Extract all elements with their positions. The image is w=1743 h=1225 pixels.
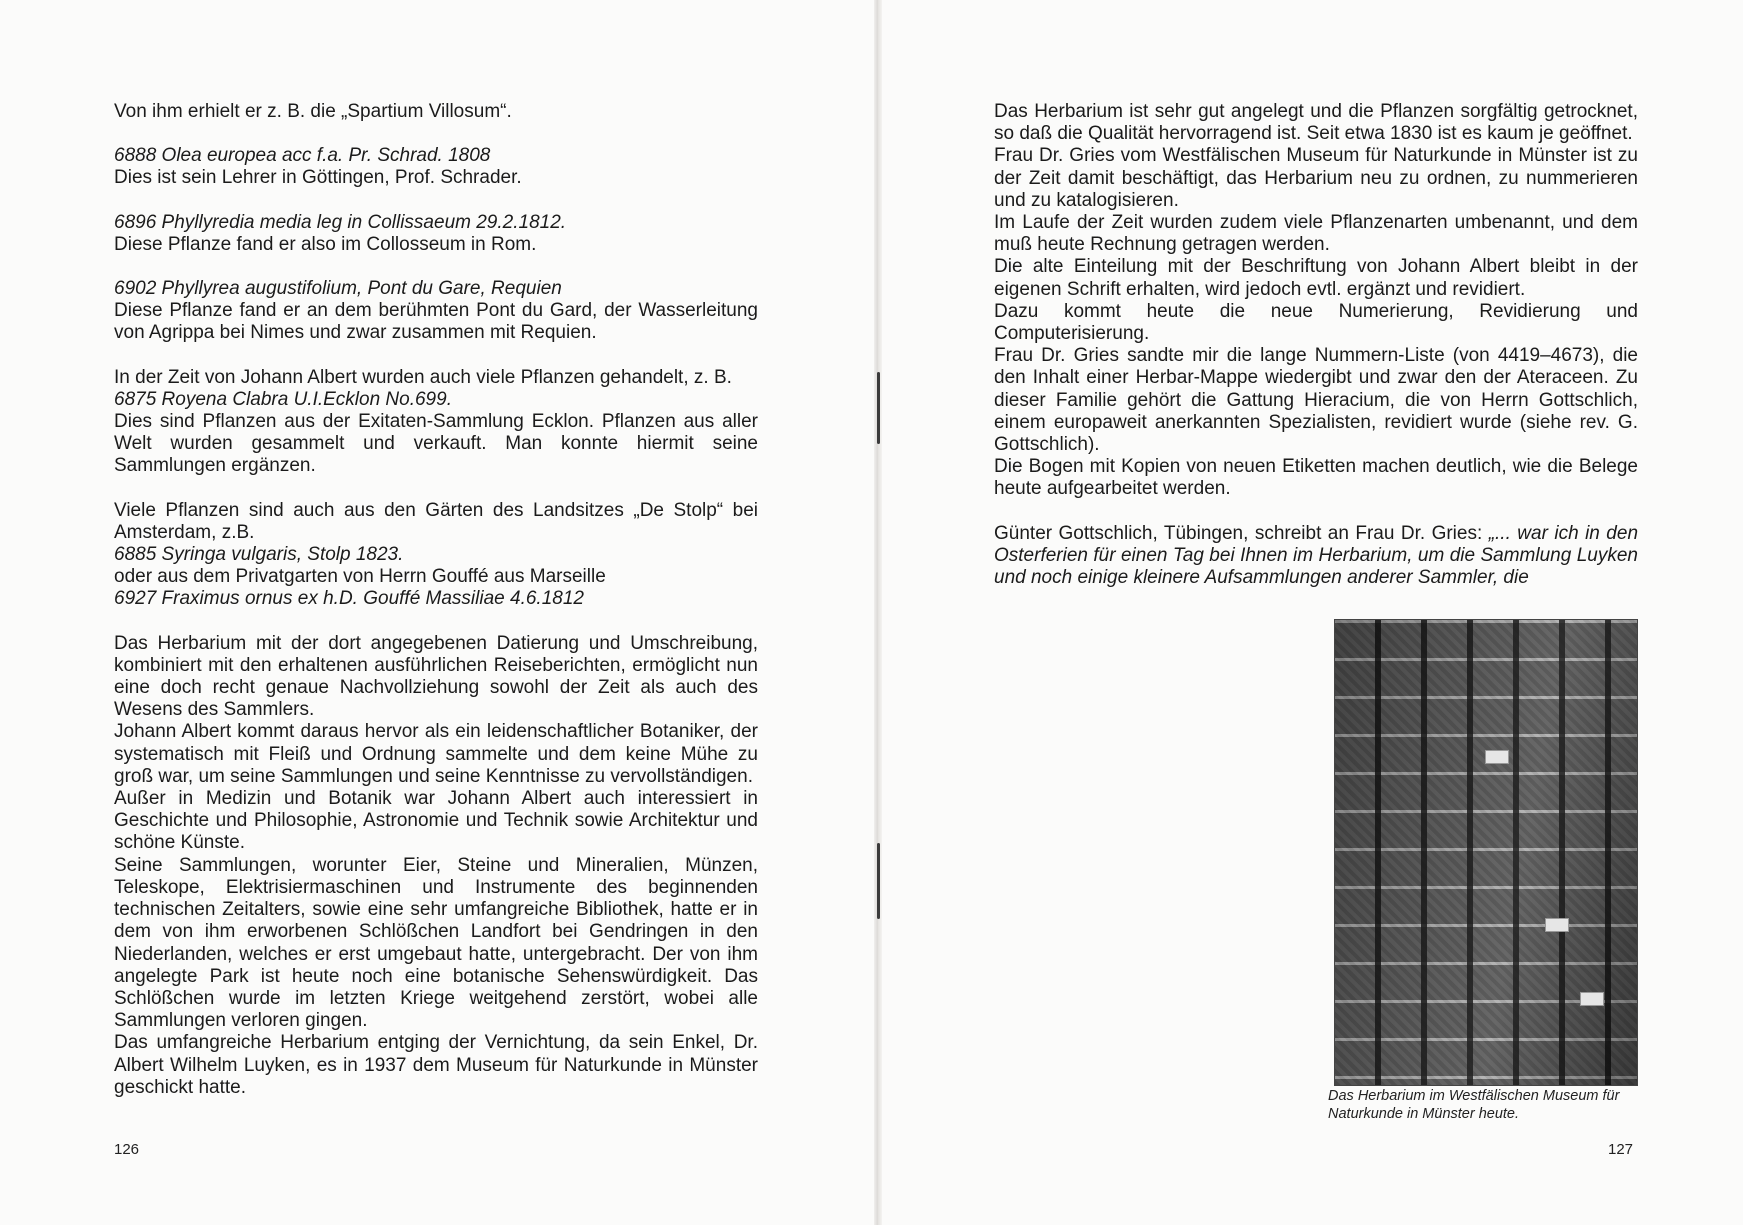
paragraph: Frau Dr. Gries vom Westfälischen Museum für Naturkunde in Münster ist zu der Zeit damit beschäftigt, das Herbarium neu zu ordnen, zu nummerieren und zu katalogisieren. [994, 145, 1638, 211]
paragraph: Diese Pflanze fand er an dem berühmten Pont du Gard, der Wasserleitung von Agrippa bei Nimes und zwar zusammen mit Requien. [114, 300, 758, 344]
herbarium-entry: 6896 Phyllyredia media leg in Collissaeum 29.2.1812. [114, 211, 567, 233]
quote-paragraph [994, 523, 1638, 590]
paragraph: Diese Pflanze fand er also im Collosseum in Rom. [114, 233, 537, 255]
herbarium-entry: 6888 Olea europea acc f.a. Pr. Schrad. 1808 [114, 145, 491, 167]
paragraph: Johann Albert kommt daraus hervor als ein leidenschaftlicher Botaniker, der systematisch mit Fleiß und Ordnung sammelte und dem keine Mühe zu groß war, um seine Sammlungen und seine Kenntnisse zu vervollständigen. [114, 721, 758, 787]
paragraph: Frau Dr. Gries sandte mir die lange Nummern-Liste (von 4419–4673), die den Inhalt einer Herbar-Mappe wiedergibt und zwar den der Ateraceen. Zu dieser Familie gehört die Gattung Hieracium, die von Herrn Gottschlich, einem europaweit anerkannten Spezialisten, revidiert wurde (siehe rev. G. Gottschlich). [994, 345, 1638, 456]
paragraph: In der Zeit von Johann Albert wurden auch viele Pflanzen gehandelt, z. B. [114, 366, 732, 388]
shelf-label [1545, 918, 1569, 932]
quote-intro: Günter Gottschlich, Tübingen, schreibt an Frau Dr. Gries: [994, 522, 1489, 544]
paragraph: Das umfangreiche Herbarium entging der Vernichtung, da sein Enkel, Dr. Albert Wilhelm Luyken, es in 1937 dem Museum für Naturkunde in Münster geschickt hatte. [114, 1032, 758, 1098]
paragraph: Das Herbarium mit der dort angegebenen Datierung und Umschreibung, kombiniert mit den erhaltenen ausführlichen Reiseberichten, ermöglicht nun eine doch recht genaue Nachvollziehung sowohl der Zeit als auch des Wesens des Sammlers. [114, 632, 758, 721]
paragraph: Von ihm erhielt er z. B. die „Spartium Villosum“. [114, 101, 512, 122]
paragraph: Die Bogen mit Kopien von neuen Etiketten machen deutlich, wie die Belege heute aufgearbeitet werden. [994, 456, 1638, 500]
herbarium-shelves-photo [1334, 619, 1638, 1086]
right-page-text [994, 101, 1638, 589]
book-gutter [874, 0, 882, 1225]
herbarium-entry: 6885 Syringa vulgaris, Stolp 1823. [114, 544, 404, 566]
herbarium-entry: 6902 Phyllyrea augustifolium, Pont du Gare, Requien [114, 278, 562, 300]
paragraph: Im Laufe der Zeit wurden zudem viele Pflanzenarten umbenannt, und dem muß heute Rechnung getragen werden. [994, 212, 1638, 256]
staple [877, 372, 880, 444]
paragraph: Dazu kommt heute die neue Numerierung, Revidierung und Computerisierung. [994, 300, 1638, 345]
staple [877, 843, 880, 919]
left-page-text [114, 101, 758, 1099]
page-number-left: 126 [114, 1141, 140, 1158]
paragraph: Dies sind Pflanzen aus der Exitaten-Sammlung Ecklon. Pflanzen aus aller Welt wurden gesammelt und verkauft. Man konnte hiermit seine Sammlungen ergänzen. [114, 411, 758, 477]
shelf-label [1485, 750, 1509, 764]
quote-text: „... war ich in den Osterferien für einen Tag bei Ihnen im Herbarium, um die Sammlung Luyken und noch einige kleinere Aufsammlungen anderer Sammler, die [994, 522, 1639, 589]
photo-shading [1335, 620, 1637, 1085]
shelf-label [1580, 992, 1604, 1006]
herbarium-entry: 6927 Fraximus ornus ex h.D. Gouffé Massiliae 4.6.1812 [114, 588, 584, 610]
paragraph: oder aus dem Privatgarten von Herrn Gouffé aus Marseille [114, 566, 606, 588]
paragraph: Außer in Medizin und Botanik war Johann Albert auch interessiert in Geschichte und Philosophie, Astronomie und Technik sowie Architektur und schöne Künste. [114, 788, 758, 854]
paragraph: Viele Pflanzen sind auch aus den Gärten des Landsitzes „De Stolp“ bei Amsterdam, z.B. [114, 499, 758, 543]
paragraph: Dies ist sein Lehrer in Göttingen, Prof. Schrader. [114, 167, 522, 189]
herbarium-entry: 6875 Royena Clabra U.I.Ecklon No.699. [114, 388, 452, 410]
right-page [878, 0, 1743, 1225]
paragraph: Die alte Einteilung mit der Beschriftung von Johann Albert bleibt in der eigenen Schrift erhalten, wird jedoch evtl. ergänzt und revidiert. [994, 256, 1638, 300]
photo-caption: Das Herbarium im Westfälischen Museum für Naturkunde in Münster heute. [1328, 1088, 1620, 1122]
paragraph: Das Herbarium ist sehr gut angelegt und die Pflanzen sorgfältig getrocknet, so daß die Qualität hervorragend ist. Seit etwa 1830 ist es kaum je geöffnet. [994, 101, 1638, 145]
page-number-right: 127 [1608, 1141, 1634, 1158]
paragraph: Seine Sammlungen, worunter Eier, Steine und Mineralien, Münzen, Teleskope, Elektrisiermaschinen und Instrumente des beginnenden technischen Zeitalters, sowie eine sehr umfangreiche Bibliothek, hatte er in dem von ihm erworbenen Schlößchen Landfort bei Gendringen in den Niederlanden, welches er erst umgebaut hatte, untergebracht. Der von ihm angelegte Park ist heute noch eine botanische Sehenswürdigkeit. Das Schlößchen wurde im letzten Kriege weitgehend zerstört, wobei alle Sammlungen verloren gingen. [114, 854, 758, 1032]
